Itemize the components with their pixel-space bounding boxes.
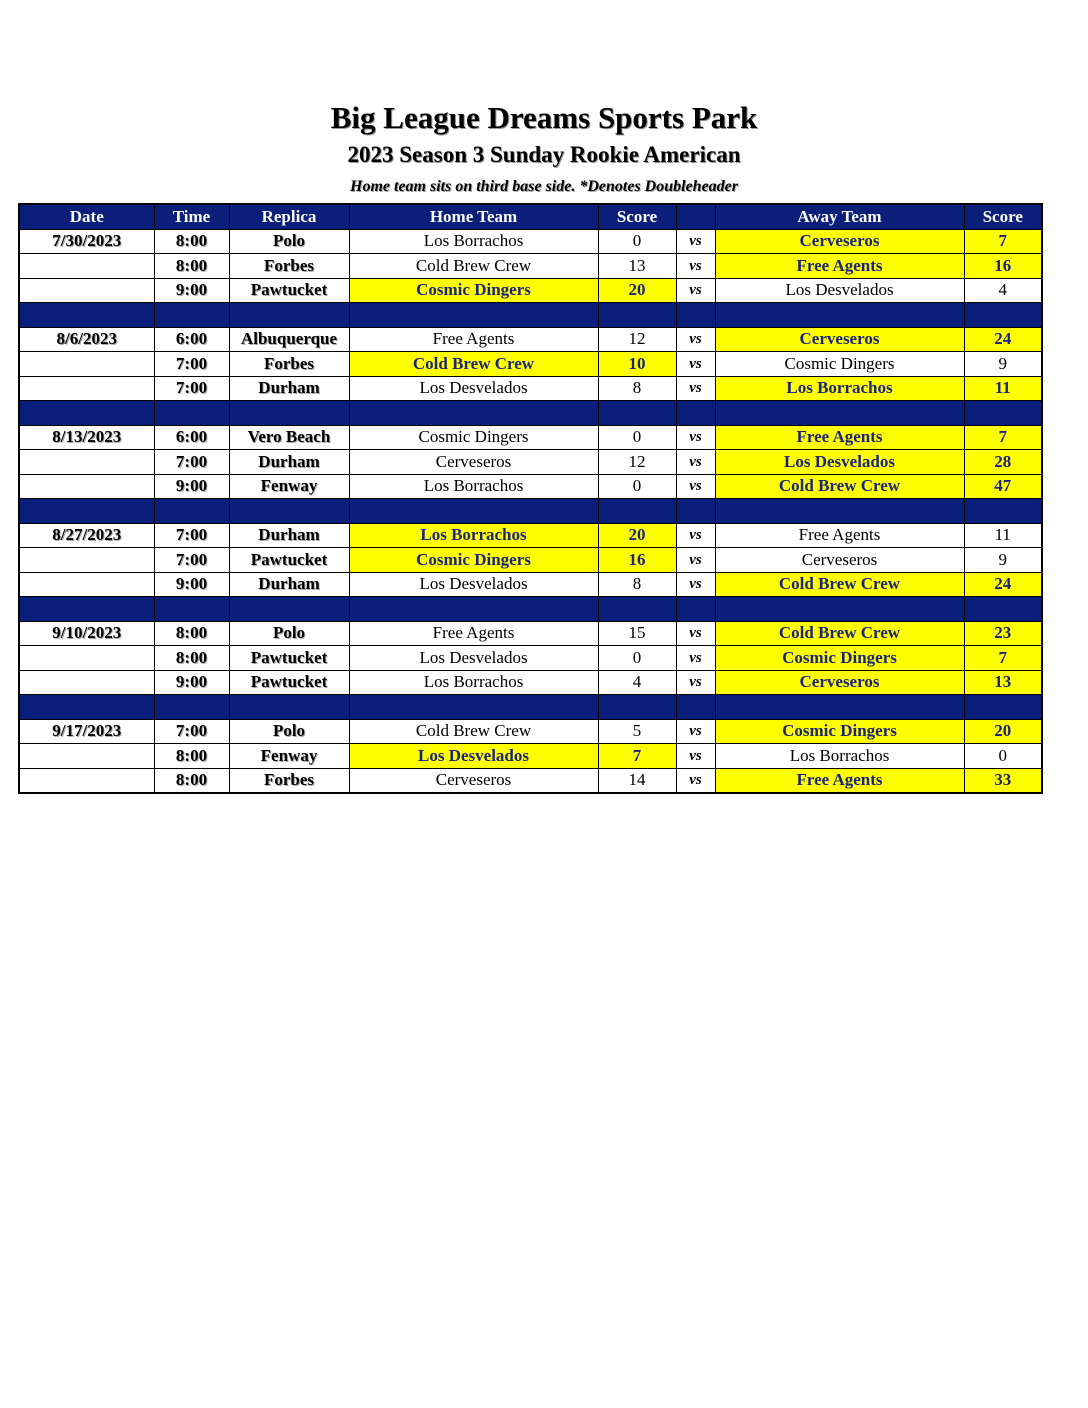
game-row: [19, 229, 1042, 254]
separator-cell: [598, 695, 676, 720]
game-date: [19, 450, 154, 475]
schedule-table: [18, 203, 1043, 794]
home-score: 13: [598, 254, 676, 279]
separator-cell: [19, 401, 154, 426]
home-team: Los Desvelados: [349, 646, 598, 671]
separator-cell: [715, 695, 964, 720]
game-replica: Forbes: [229, 352, 349, 377]
separator-cell: [349, 303, 598, 328]
away-team: Cerveseros: [715, 548, 964, 573]
game-replica: Durham: [229, 523, 349, 548]
separator-cell: [676, 401, 715, 426]
separator-cell: [964, 499, 1042, 524]
game-date: 9/17/2023: [19, 719, 154, 744]
separator-cell: [715, 597, 964, 622]
separator-cell: [676, 303, 715, 328]
game-date: [19, 670, 154, 695]
separator-cell: [19, 597, 154, 622]
col-header-away-score: Score: [964, 204, 1042, 229]
game-date: 8/13/2023: [19, 425, 154, 450]
separator-cell: [154, 303, 229, 328]
away-team: Free Agents: [715, 254, 964, 279]
vs-label: vs: [676, 744, 715, 769]
away-team: Cerveseros: [715, 229, 964, 254]
vs-label: vs: [676, 670, 715, 695]
separator-cell: [349, 695, 598, 720]
game-replica: Durham: [229, 376, 349, 401]
away-score: 11: [964, 523, 1042, 548]
away-team: Los Borrachos: [715, 744, 964, 769]
game-replica: Albuquerque: [229, 327, 349, 352]
game-time: 7:00: [154, 352, 229, 377]
home-team: Los Borrachos: [349, 670, 598, 695]
table-header-row: [19, 204, 1042, 229]
game-row: [19, 572, 1042, 597]
separator-cell: [598, 597, 676, 622]
game-replica: Forbes: [229, 254, 349, 279]
separator-cell: [229, 303, 349, 328]
game-row: [19, 670, 1042, 695]
away-score: 47: [964, 474, 1042, 499]
game-date: [19, 376, 154, 401]
game-time: 7:00: [154, 719, 229, 744]
game-time: 8:00: [154, 229, 229, 254]
game-date: [19, 548, 154, 573]
vs-label: vs: [676, 278, 715, 303]
game-row: [19, 523, 1042, 548]
away-score: 9: [964, 352, 1042, 377]
home-team: Cold Brew Crew: [349, 352, 598, 377]
separator-cell: [154, 695, 229, 720]
game-row: [19, 254, 1042, 279]
week-separator-row: [19, 597, 1042, 622]
away-score: 11: [964, 376, 1042, 401]
away-score: 23: [964, 621, 1042, 646]
game-time: 8:00: [154, 744, 229, 769]
vs-label: vs: [676, 254, 715, 279]
game-time: 6:00: [154, 327, 229, 352]
home-team: Cerveseros: [349, 768, 598, 793]
home-score: 5: [598, 719, 676, 744]
game-replica: Forbes: [229, 768, 349, 793]
vs-label: vs: [676, 523, 715, 548]
vs-label: vs: [676, 621, 715, 646]
home-score: 16: [598, 548, 676, 573]
away-score: 7: [964, 229, 1042, 254]
separator-cell: [598, 303, 676, 328]
game-time: 7:00: [154, 523, 229, 548]
game-replica: Pawtucket: [229, 278, 349, 303]
vs-label: vs: [676, 474, 715, 499]
home-team: Cerveseros: [349, 450, 598, 475]
game-date: 8/27/2023: [19, 523, 154, 548]
separator-cell: [19, 499, 154, 524]
vs-label: vs: [676, 425, 715, 450]
game-time: 9:00: [154, 670, 229, 695]
away-score: 24: [964, 572, 1042, 597]
game-row: [19, 719, 1042, 744]
separator-cell: [349, 499, 598, 524]
away-team: Free Agents: [715, 523, 964, 548]
home-score: 12: [598, 450, 676, 475]
home-team: Cosmic Dingers: [349, 548, 598, 573]
separator-cell: [715, 401, 964, 426]
away-score: 33: [964, 768, 1042, 793]
home-score: 7: [598, 744, 676, 769]
away-team: Cosmic Dingers: [715, 646, 964, 671]
away-score: 13: [964, 670, 1042, 695]
vs-label: vs: [676, 376, 715, 401]
week-separator-row: [19, 695, 1042, 720]
away-team: Los Desvelados: [715, 278, 964, 303]
game-date: 9/10/2023: [19, 621, 154, 646]
home-score: 0: [598, 646, 676, 671]
game-row: [19, 646, 1042, 671]
col-header-away-team: Away Team: [715, 204, 964, 229]
game-time: 9:00: [154, 278, 229, 303]
game-replica: Durham: [229, 572, 349, 597]
away-team: Free Agents: [715, 768, 964, 793]
home-score: 8: [598, 572, 676, 597]
separator-cell: [964, 401, 1042, 426]
home-team: Cold Brew Crew: [349, 719, 598, 744]
game-date: [19, 646, 154, 671]
game-replica: Pawtucket: [229, 646, 349, 671]
away-team: Cold Brew Crew: [715, 474, 964, 499]
game-row: [19, 352, 1042, 377]
home-score: 0: [598, 474, 676, 499]
col-header-vs: [676, 204, 715, 229]
week-separator-row: [19, 499, 1042, 524]
vs-label: vs: [676, 768, 715, 793]
game-row: [19, 744, 1042, 769]
separator-cell: [349, 401, 598, 426]
home-team: Los Borrachos: [349, 229, 598, 254]
page-note: Home team sits on third base side. *Denotes Doubleheader: [350, 178, 738, 195]
game-time: 8:00: [154, 621, 229, 646]
game-row: [19, 768, 1042, 793]
away-team: Cerveseros: [715, 327, 964, 352]
vs-label: vs: [676, 450, 715, 475]
game-time: 9:00: [154, 572, 229, 597]
separator-cell: [154, 499, 229, 524]
home-score: 20: [598, 278, 676, 303]
week-separator-row: [19, 303, 1042, 328]
col-header-home-team: Home Team: [349, 204, 598, 229]
game-replica: Pawtucket: [229, 670, 349, 695]
away-team: Cold Brew Crew: [715, 621, 964, 646]
home-team: Los Desvelados: [349, 572, 598, 597]
away-team: Cerveseros: [715, 670, 964, 695]
separator-cell: [676, 499, 715, 524]
away-team: Cosmic Dingers: [715, 719, 964, 744]
separator-cell: [19, 695, 154, 720]
home-score: 4: [598, 670, 676, 695]
separator-cell: [715, 499, 964, 524]
game-row: [19, 450, 1042, 475]
away-team: Cold Brew Crew: [715, 572, 964, 597]
game-time: 8:00: [154, 646, 229, 671]
game-date: [19, 352, 154, 377]
home-team: Free Agents: [349, 327, 598, 352]
game-date: [19, 278, 154, 303]
home-score: 20: [598, 523, 676, 548]
away-score: 20: [964, 719, 1042, 744]
game-time: 6:00: [154, 425, 229, 450]
away-team: Los Borrachos: [715, 376, 964, 401]
game-time: 7:00: [154, 450, 229, 475]
separator-cell: [964, 597, 1042, 622]
game-row: [19, 548, 1042, 573]
game-time: 8:00: [154, 254, 229, 279]
col-header-time: Time: [154, 204, 229, 229]
game-date: [19, 254, 154, 279]
separator-cell: [676, 695, 715, 720]
col-header-date: Date: [19, 204, 154, 229]
game-time: 7:00: [154, 548, 229, 573]
game-date: [19, 744, 154, 769]
home-team: Cosmic Dingers: [349, 425, 598, 450]
separator-cell: [349, 597, 598, 622]
home-score: 8: [598, 376, 676, 401]
game-date: [19, 768, 154, 793]
game-time: 9:00: [154, 474, 229, 499]
game-row: [19, 621, 1042, 646]
home-team: Los Desvelados: [349, 744, 598, 769]
home-team: Los Borrachos: [349, 474, 598, 499]
away-score: 28: [964, 450, 1042, 475]
separator-cell: [715, 303, 964, 328]
separator-cell: [598, 499, 676, 524]
away-score: 0: [964, 744, 1042, 769]
game-replica: Fenway: [229, 474, 349, 499]
game-replica: Polo: [229, 719, 349, 744]
game-date: [19, 474, 154, 499]
away-score: 4: [964, 278, 1042, 303]
vs-label: vs: [676, 548, 715, 573]
game-date: [19, 572, 154, 597]
home-score: 14: [598, 768, 676, 793]
home-score: 0: [598, 229, 676, 254]
game-row: [19, 474, 1042, 499]
away-team: Los Desvelados: [715, 450, 964, 475]
col-header-home-score: Score: [598, 204, 676, 229]
separator-cell: [229, 695, 349, 720]
game-replica: Polo: [229, 229, 349, 254]
game-replica: Durham: [229, 450, 349, 475]
home-team: Free Agents: [349, 621, 598, 646]
away-team: Cosmic Dingers: [715, 352, 964, 377]
vs-label: vs: [676, 327, 715, 352]
away-score: 16: [964, 254, 1042, 279]
col-header-replica: Replica: [229, 204, 349, 229]
vs-label: vs: [676, 352, 715, 377]
away-score: 7: [964, 646, 1042, 671]
game-row: [19, 278, 1042, 303]
game-date: 8/6/2023: [19, 327, 154, 352]
vs-label: vs: [676, 229, 715, 254]
home-team: Los Borrachos: [349, 523, 598, 548]
game-row: [19, 376, 1042, 401]
separator-cell: [154, 597, 229, 622]
vs-label: vs: [676, 646, 715, 671]
game-replica: Pawtucket: [229, 548, 349, 573]
home-score: 0: [598, 425, 676, 450]
home-score: 15: [598, 621, 676, 646]
separator-cell: [676, 597, 715, 622]
separator-cell: [229, 597, 349, 622]
separator-cell: [964, 695, 1042, 720]
home-score: 12: [598, 327, 676, 352]
home-team: Los Desvelados: [349, 376, 598, 401]
game-replica: Polo: [229, 621, 349, 646]
separator-cell: [229, 401, 349, 426]
away-team: Free Agents: [715, 425, 964, 450]
page-subtitle: 2023 Season 3 Sunday Rookie American: [347, 142, 741, 167]
game-time: 8:00: [154, 768, 229, 793]
home-team: Cosmic Dingers: [349, 278, 598, 303]
separator-cell: [154, 401, 229, 426]
vs-label: vs: [676, 719, 715, 744]
game-date: 7/30/2023: [19, 229, 154, 254]
week-separator-row: [19, 401, 1042, 426]
game-row: [19, 425, 1042, 450]
away-score: 24: [964, 327, 1042, 352]
separator-cell: [598, 401, 676, 426]
schedule-body: [19, 229, 1042, 793]
game-time: 7:00: [154, 376, 229, 401]
game-row: [19, 327, 1042, 352]
separator-cell: [229, 499, 349, 524]
game-replica: Fenway: [229, 744, 349, 769]
home-score: 10: [598, 352, 676, 377]
game-replica: Vero Beach: [229, 425, 349, 450]
separator-cell: [19, 303, 154, 328]
away-score: 7: [964, 425, 1042, 450]
separator-cell: [964, 303, 1042, 328]
away-score: 9: [964, 548, 1042, 573]
home-team: Cold Brew Crew: [349, 254, 598, 279]
page-title: Big League Dreams Sports Park: [330, 100, 758, 135]
vs-label: vs: [676, 572, 715, 597]
